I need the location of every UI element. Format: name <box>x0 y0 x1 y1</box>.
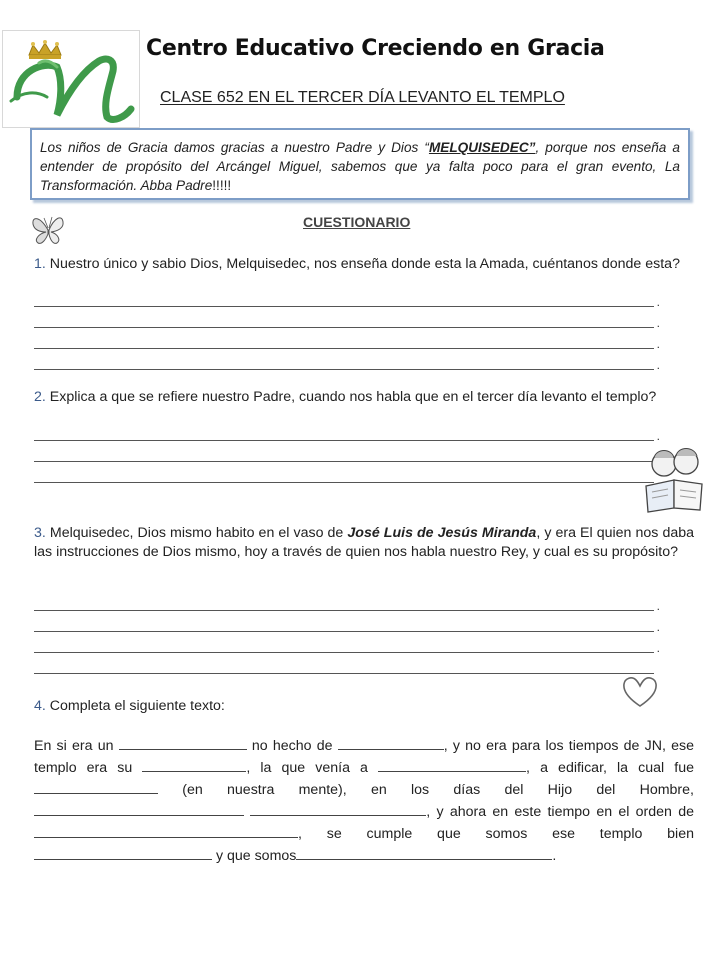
question-text-continued: , y era El quien nos daba las instrucciones de Dios mismo, hoy a través de quien nos habla nuestro Rey, y cual es su propósito? <box>34 525 695 560</box>
question-2 <box>34 388 694 407</box>
fill-blank[interactable] <box>250 801 426 816</box>
fill-segment: , se cumple que somos ese templo bien <box>298 826 694 842</box>
fill-segment: (en nuestra mente), en los días del Hijo del Hombre, <box>158 782 694 798</box>
intro-text: Los niños de Gracia damos gracias a nuestro Padre y Dios “ <box>40 140 429 155</box>
answer-line[interactable] <box>34 482 654 483</box>
class-title: CLASE 652 EN EL TERCER DÍA LEVANTO EL TEMPLO <box>160 89 565 106</box>
question-name: José Luis de Jesús Miranda <box>347 525 537 541</box>
answer-line[interactable] <box>34 337 660 351</box>
logo-emblem <box>3 31 139 127</box>
intro-box <box>30 128 690 200</box>
fill-segment: . <box>552 848 557 864</box>
answer-line[interactable] <box>34 641 660 655</box>
questionnaire-heading: CUESTIONARIO <box>303 214 411 230</box>
question-number: 1. <box>34 256 46 272</box>
line-end-mark: . <box>656 358 660 372</box>
fill-blank[interactable] <box>338 735 444 750</box>
fill-segment: , la que venía a <box>246 760 379 776</box>
fill-segment: , y no era para los tiempos de JN, ese templo era su <box>34 738 695 776</box>
fill-segment: En si era un <box>34 738 119 754</box>
question-1 <box>34 255 694 274</box>
intro-ending: !!!!! <box>212 178 232 193</box>
fill-segment: , a edificar, la cual fue <box>526 760 695 776</box>
line-end-mark: . <box>656 620 660 634</box>
answer-line[interactable] <box>34 316 660 330</box>
question-number: 4. <box>34 698 46 714</box>
fill-blank[interactable] <box>296 845 552 860</box>
question-text: Completa el siguiente texto: <box>45 698 225 714</box>
fill-segment: no hecho de <box>246 738 338 754</box>
line-end-mark: . <box>656 599 660 613</box>
child-reading-icon <box>642 442 708 516</box>
line-end-mark: . <box>656 316 660 330</box>
answer-line[interactable] <box>34 429 660 443</box>
fill-segment: y que somos <box>212 848 297 864</box>
fill-blank[interactable] <box>142 757 246 772</box>
fill-blank[interactable] <box>378 757 526 772</box>
line-end-mark: . <box>656 641 660 655</box>
answer-line[interactable] <box>34 358 660 372</box>
question-text: Nuestro único y sabio Dios, Melquisedec, nos enseña donde esta la Amada, cuéntanos donde esta? <box>45 256 680 272</box>
question-text: Melquisedec, Dios mismo habito en el vaso de <box>45 525 348 541</box>
fill-blank[interactable] <box>34 779 158 794</box>
fill-blank[interactable] <box>34 801 244 816</box>
fill-blank[interactable] <box>34 845 212 860</box>
question-3 <box>34 524 694 562</box>
fill-blank[interactable] <box>119 735 247 750</box>
question-text: Explica a que se refiere nuestro Padre, cuando nos habla que en el tercer día levanto el templo? <box>45 389 657 405</box>
intro-name: MELQUISEDEC” <box>428 140 536 155</box>
answer-line[interactable] <box>34 295 660 309</box>
school-logo <box>2 30 140 128</box>
answer-line[interactable] <box>34 599 660 613</box>
line-end-mark: . <box>656 295 660 309</box>
butterfly-icon <box>30 212 66 246</box>
line-end-mark: . <box>656 337 660 351</box>
question-4 <box>34 697 694 716</box>
answer-line[interactable] <box>34 620 660 634</box>
school-name: Centro Educativo Creciendo en Gracia <box>146 36 605 61</box>
fill-blank[interactable] <box>34 823 298 838</box>
question-number: 2. <box>34 389 46 405</box>
line-end-mark: . <box>656 429 660 443</box>
crown-icon <box>29 40 61 59</box>
fill-segment: , y ahora en este tiempo en el orden de <box>426 804 694 820</box>
question-number: 3. <box>34 525 46 541</box>
fill-in-text <box>34 735 694 867</box>
answer-line[interactable] <box>34 673 654 674</box>
answer-line[interactable] <box>34 461 654 462</box>
intro-text-continued: , porque nos enseña a entender de propósito del Arcángel Miguel, sabemos que ya falta poco para el gran evento, La Transformación. Abba Padre <box>40 140 680 193</box>
